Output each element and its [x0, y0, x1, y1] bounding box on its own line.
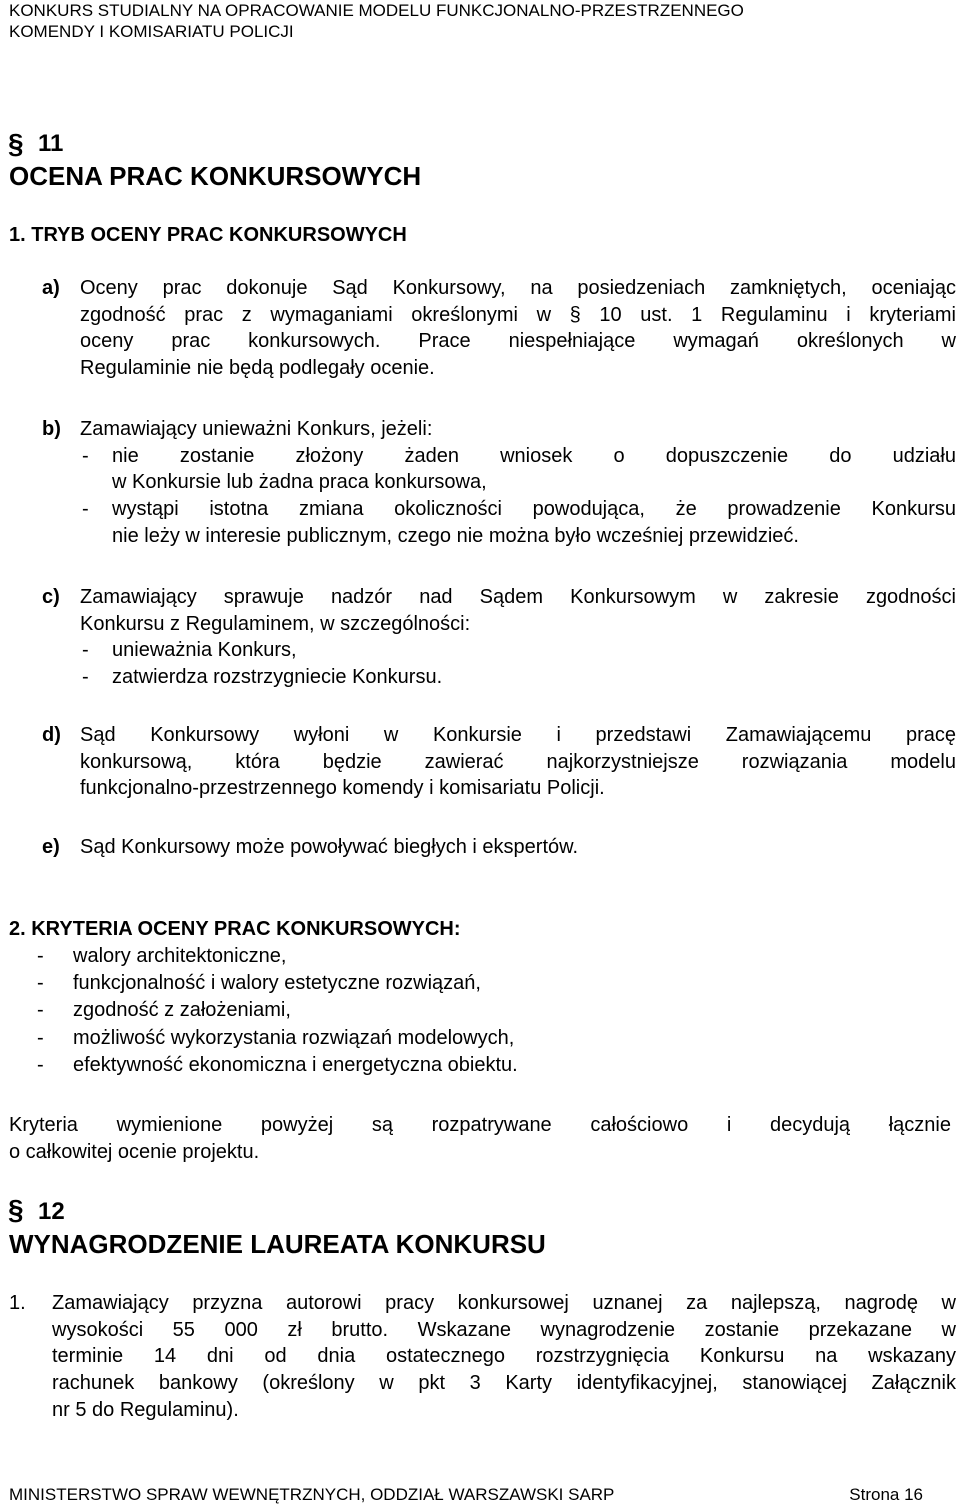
header-line-2: KOMENDY I KOMISARIATU POLICJI	[9, 22, 294, 41]
item-a-line: Oceny prac dokonuje Sąd Konkursowy, na posiedzeniach zamkniętych, oceniając	[80, 277, 956, 299]
page-header	[9, 0, 949, 42]
item-c-dash-2	[80, 664, 956, 691]
item-b-intro: Zamawiający unieważni Konkurs, jeżeli:	[80, 418, 433, 440]
dash-line: - nie zostanie złożony żaden wniosek o dopuszczenie do udziału	[112, 444, 956, 467]
item-e-text	[80, 834, 956, 861]
item-c-label: c)	[42, 586, 60, 608]
dash-line: - wystąpi istotna zmiana okoliczności powodująca, że prowadzenie Konkursu	[112, 498, 956, 521]
item-a-label: a)	[42, 277, 60, 299]
dash-line: nie leży w interesie publicznym, czego nie można było wcześniej przewidzieć.	[112, 524, 799, 547]
section-12-symbol: §	[8, 1194, 24, 1225]
criteria-item: - możliwość wykorzystania rozwiązań modelowych,	[9, 1025, 518, 1052]
item-a-line: zgodność prac z wymaganiami określonymi w § 10 ust. 1 Regulaminu i kryteriami	[80, 303, 956, 326]
item-b-label: b)	[42, 418, 61, 440]
subsection-1-title: 1. TRYB OCENY PRAC KONKURSOWYCH	[9, 224, 407, 246]
footer-org: MINISTERSTWO SPRAW WEWNĘTRZNYCH, ODDZIAŁ WARSZAWSKI SARP	[9, 1485, 615, 1504]
item-d-text	[80, 722, 956, 802]
point-1-line: nr 5 do Regulaminu).	[52, 1398, 239, 1421]
item-b-dash-1	[80, 443, 956, 496]
section-12-title: WYNAGRODZENIE LAUREATA KONKURSU	[9, 1229, 546, 1259]
point-1-text	[52, 1290, 956, 1424]
page-footer	[9, 1484, 949, 1505]
criteria-item: - zgodność z założeniami,	[9, 997, 518, 1024]
point-1-label: 1.	[9, 1292, 26, 1314]
section-11-symbol: §	[8, 128, 24, 159]
item-d-line: funkcjonalno-przestrzennego komendy i komisariatu Policji.	[80, 777, 605, 800]
page-number: Strona 16	[849, 1485, 923, 1504]
criteria-item: - efektywność ekonomiczna i energetyczna obiektu.	[9, 1052, 518, 1079]
point-1-line: wysokości 55 000 zł brutto. Wskazane wynagrodzenie zostanie przekazane w	[52, 1318, 956, 1341]
item-c-line: Konkursu z Regulaminem, w szczególności:	[80, 612, 471, 635]
item-c-dash-1	[80, 637, 956, 664]
item-d-line: konkursową, która będzie zawierać najkorzystniejsze rozwiązania modelu	[80, 750, 956, 773]
subsection-2-title: 2. KRYTERIA OCENY PRAC KONKURSOWYCH:	[9, 918, 461, 940]
criteria-note-line: o całkowitej ocenie projektu.	[9, 1140, 260, 1163]
header-line-1: KONKURS STUDIALNY NA OPRACOWANIE MODELU FUNKCJONALNO-PRZESTRZENNEGO	[9, 1, 744, 20]
item-d-line: Sąd Konkursowy wyłoni w Konkursie i przedstawi Zamawiającemu pracę	[80, 724, 956, 746]
item-c-text	[80, 584, 956, 691]
dash-line: - zatwierdza rozstrzygniecie Konkursu.	[112, 666, 443, 689]
dash-line: w Konkursie lub żadna praca konkursowa,	[112, 471, 487, 494]
item-a-line: Regulaminie nie będą podlegały ocenie.	[80, 357, 435, 380]
item-a-line: oceny prac konkursowych. Prace niespełniające wymagań określonych w	[80, 330, 956, 353]
criteria-list	[9, 943, 518, 1079]
point-1-line: Zamawiający przyzna autorowi pracy konkursowej uznanej za najlepszą, nagrodę w	[52, 1292, 956, 1314]
point-1-line: terminie 14 dni od dnia ostatecznego rozstrzygnięcia Konkursu na wskazany	[52, 1345, 956, 1368]
criteria-item: - walory architektoniczne,	[9, 943, 518, 970]
criteria-item: - funkcjonalność i walory estetyczne rozwiązań,	[9, 970, 518, 997]
item-a-text	[80, 275, 956, 382]
item-e-label: e)	[42, 836, 60, 858]
section-11-number: 11	[38, 130, 64, 157]
criteria-note-line: Kryteria wymienione powyżej są rozpatrywane całościowo i decydują łącznie	[9, 1114, 951, 1136]
section-11-title: OCENA PRAC KONKURSOWYCH	[9, 161, 422, 191]
dash-line: - unieważnia Konkurs,	[112, 639, 297, 662]
item-b-dash-2	[80, 496, 956, 549]
item-e-line: Sąd Konkursowy może powoływać biegłych i ekspertów.	[80, 836, 579, 858]
item-c-line: Zamawiający sprawuje nadzór nad Sądem Konkursowym w zakresie zgodności	[80, 586, 956, 608]
item-d-label: d)	[42, 724, 61, 746]
criteria-note	[9, 1112, 951, 1165]
point-1-line: rachunek bankowy (określony w pkt 3 Karty identyfikacyjnej, stanowiącej Załącznik	[52, 1372, 956, 1395]
section-12-number: 12	[38, 1198, 65, 1225]
item-b-text	[80, 416, 956, 550]
